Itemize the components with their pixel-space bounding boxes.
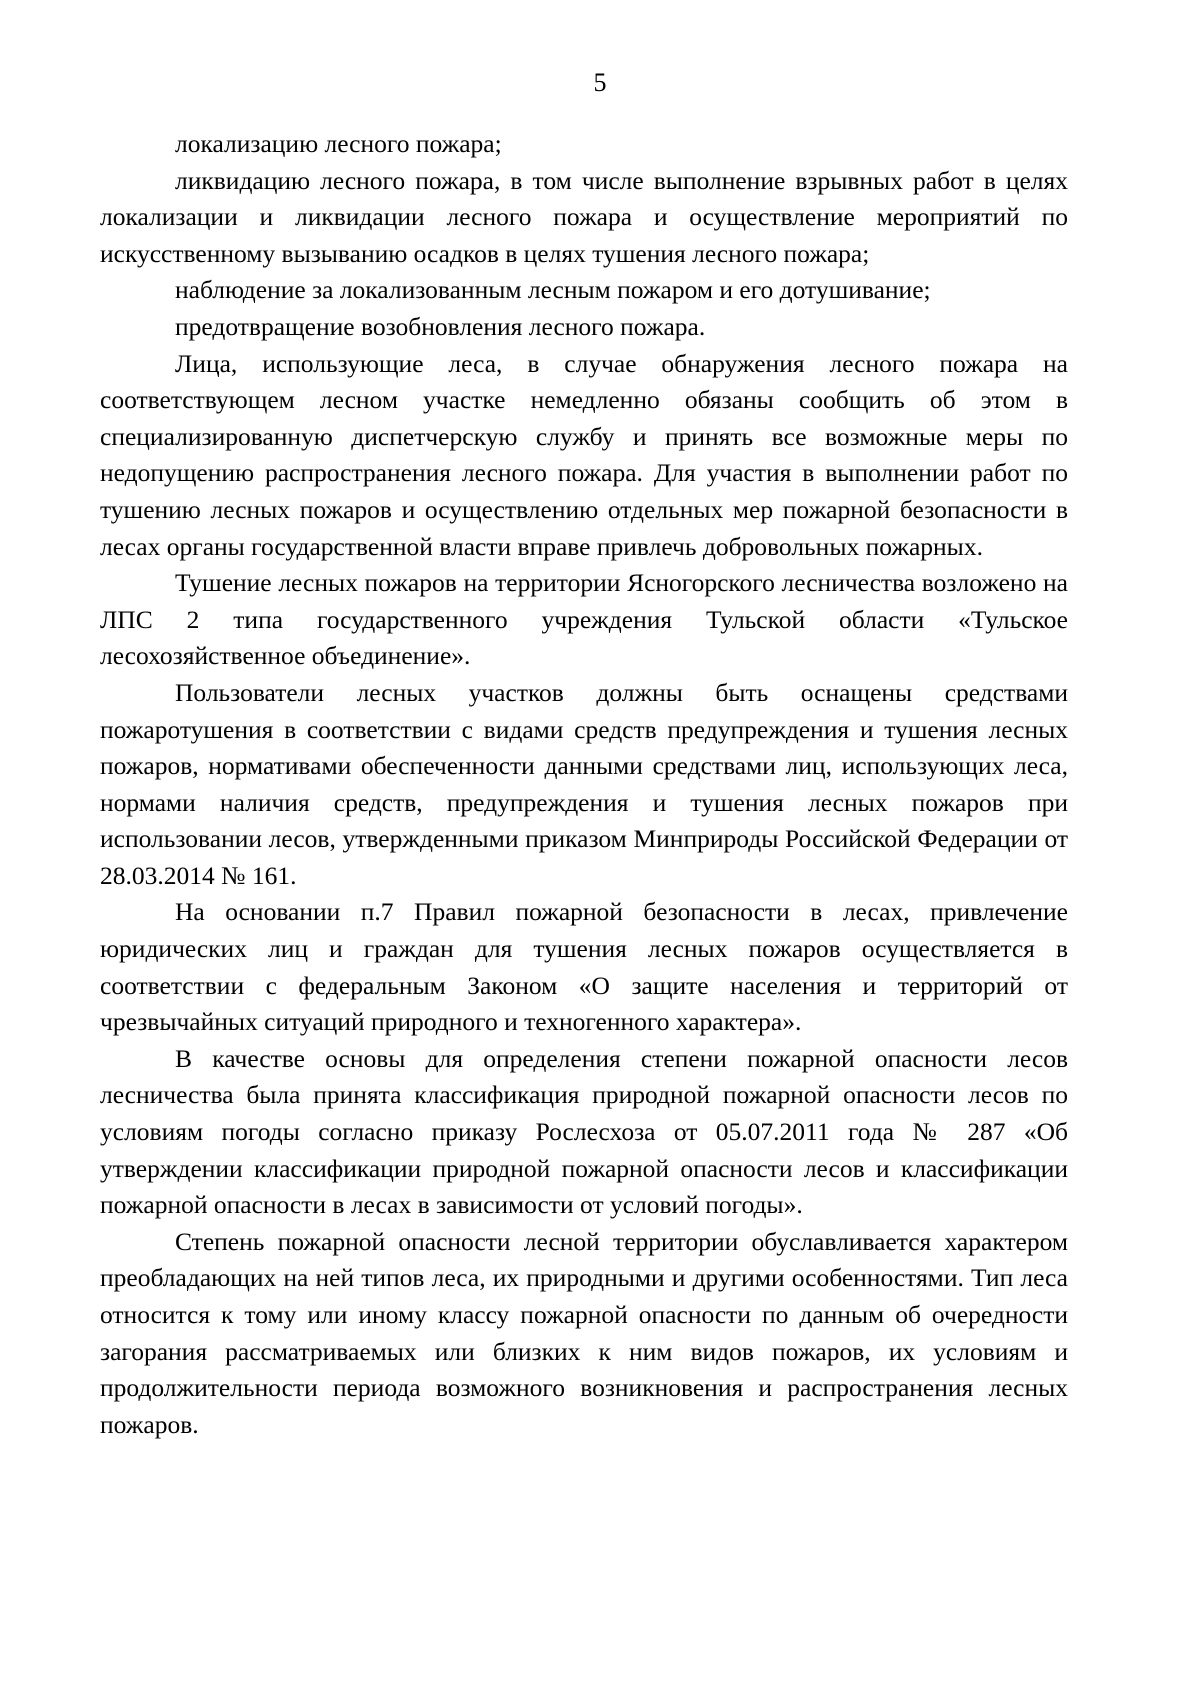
paragraph-fire-localization: локализацию лесного пожара; xyxy=(175,129,502,158)
paragraph-fire-danger-classification: В качестве основы для определения степени пожарной опасности лесов лесничества была принята классификация природной пожарной опасности лесов по условиям погоды согласно приказу Рослесхоза от 05.07.2011 года № 287 «Об утверждении классификации природной пожарной опасности лесов и классификации пожарной опасности в лесах в зависимости от условий погоды». xyxy=(100,1043,1068,1220)
paragraph-fire-prevention: предотвращение возобновления лесного пожара. xyxy=(175,311,706,341)
paragraph-forest-users-obligations: Лица, использующие леса, в случае обнаружения лесного пожара на соответствующем лесном участке немедленно обязаны сообщить об этом в специализированную диспетчерскую службу и принять все возможные меры по недопущению распространения лесного пожара. Для участия в выполнении работ по тушению лесных пожаров и осуществлению отдельных мер пожарной безопасности в лесах органы государственной власти вправе привлечь добровольных пожарных. xyxy=(100,348,1068,561)
paragraph-fire-observation: наблюдение за локализованным лесным пожаром и его дотушивание; xyxy=(175,275,931,305)
paragraph-firefighting-responsibility: Тушение лесных пожаров на территории Ясногорского лесничества возложено на ЛПС 2 типа государственного учреждения Тульской области «Тульское лесохозяйственное объединение». xyxy=(100,568,1068,671)
paragraph-firefighting-equipment: Пользователи лесных участков должны быть оснащены средствами пожаротушения в соответствии с видами средств предупреждения и тушения лесных пожаров, нормативами обеспеченности данными средствами лиц, использующих леса, нормами наличия средств, предупреждения и тушения лесных пожаров при использовании лесов, утвержденными приказом Минприроды Российской Федерации от 28.03.2014 № 161. xyxy=(100,677,1068,890)
page-number: 5 xyxy=(593,68,607,97)
paragraph-fire-danger-degree: Степень пожарной опасности лесной территории обуславливается характером преобладающих на ней типов леса, их природными и другими особенностями. Тип леса относится к тому или иному классу пожарной опасности по данным об очередности загорания рассматриваемых или близких к ним видов пожаров, их условиям и продолжительности периода возможного возникновения и распространения лесных пожаров. xyxy=(100,1226,1068,1439)
document-body xyxy=(100,126,1068,1443)
paragraph-fire-liquidation: ликвидацию лесного пожара, в том числе выполнение взрывных работ в целях локализации и ликвидации лесного пожара и осуществление мероприятий по искусственному вызыванию осадков в целях тушения лесного пожара; xyxy=(100,165,1068,268)
paragraph-citizen-involvement: На основании п.7 Правил пожарной безопасности в лесах, привлечение юридических лиц и граждан для тушения лесных пожаров осуществляется в соответствии с федеральным Законом «О защите населения и территорий от чрезвычайных ситуаций природного и техногенного характера». xyxy=(100,897,1068,1037)
